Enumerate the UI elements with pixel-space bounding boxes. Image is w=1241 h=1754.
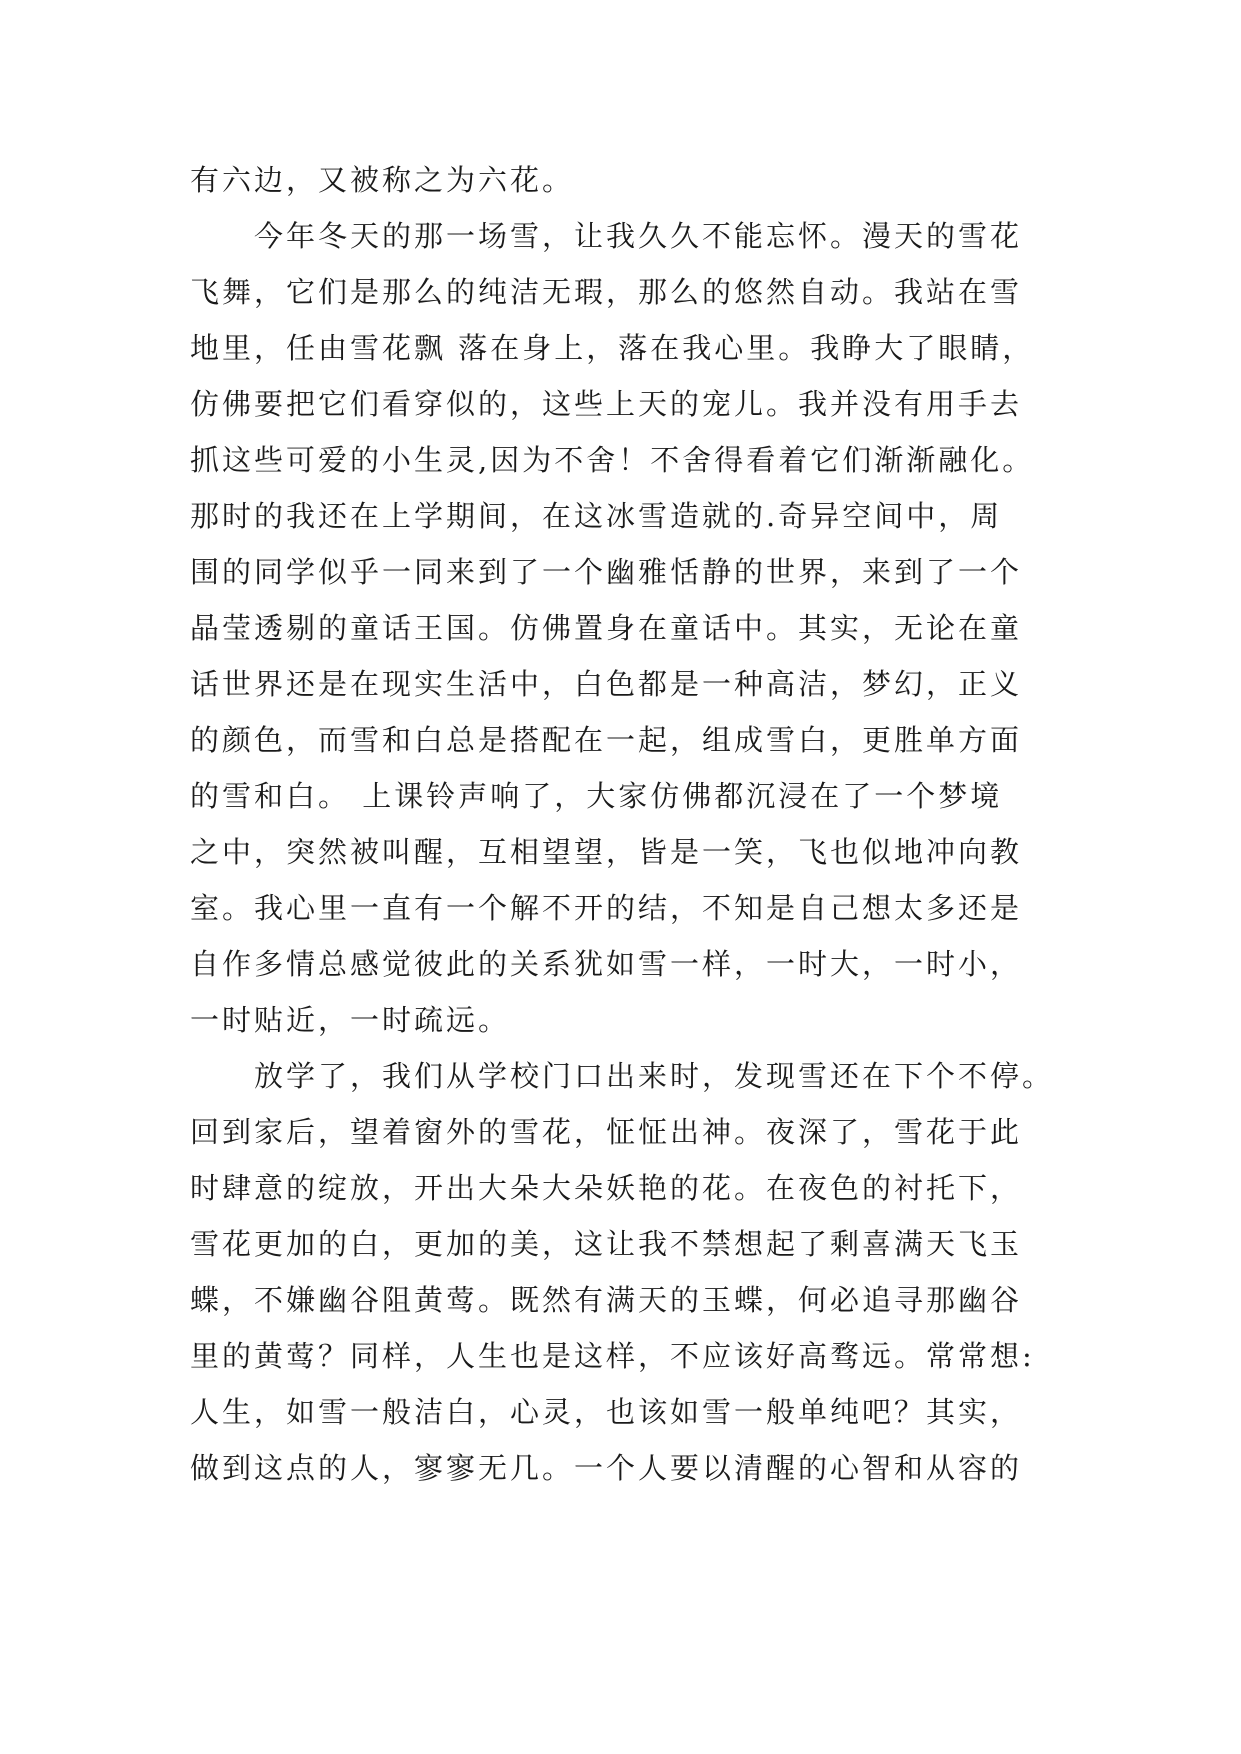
text-line: 一时贴近，一时疏远。	[190, 1003, 511, 1037]
text-line: 蝶，不嫌幽谷阻黄莺。既然有满天的玉蝶，何必追寻那幽谷	[190, 1283, 1023, 1317]
text-line: 自作多情总感觉彼此的关系犹如雪一样，一时大，一时小，	[190, 947, 1023, 981]
text-line: 雪花更加的白，更加的美，这让我不禁想起了剩喜满天飞玉	[190, 1227, 1023, 1261]
text-line: 围的同学似乎一同来到了一个幽雅恬静的世界，来到了一个	[190, 555, 1023, 589]
text-line: 回到家后，望着窗外的雪花，怔怔出神。夜深了，雪花于此	[190, 1115, 1023, 1149]
text-line: 抓这些可爱的小生灵,因为不舍！不舍得看着它们渐渐融化。	[190, 443, 1035, 477]
text-line: 人生，如雪一般洁白，心灵，也该如雪一般单纯吧？其实，	[190, 1395, 1023, 1429]
text-line: 之中，突然被叫醒，互相望望，皆是一笑，飞也似地冲向教	[190, 835, 1023, 869]
text-line: 那时的我还在上学期间，在这冰雪造就的.奇异空间中，周	[190, 499, 1003, 533]
text-line: 话世界还是在现实生活中，白色都是一种高洁，梦幻，正义	[190, 667, 1023, 701]
text-line: 时肆意的绽放，开出大朵大朵妖艳的花。在夜色的衬托下，	[190, 1171, 1023, 1205]
text-line: 的雪和白。 上课铃声响了，大家仿佛都沉浸在了一个梦境	[190, 779, 1003, 813]
text-line: 晶莹透剔的童话王国。仿佛置身在童话中。其实，无论在童	[190, 611, 1023, 645]
text-line: 有六边，又被称之为六花。	[190, 163, 575, 197]
text-line: 室。我心里一直有一个解不开的结，不知是自己想太多还是	[190, 891, 1023, 925]
text-line: 放学了，我们从学校门口出来时，发现雪还在下个不停。	[190, 1059, 1055, 1093]
text-line: 今年冬天的那一场雪，让我久久不能忘怀。漫天的雪花	[190, 219, 1023, 253]
text-line: 地里，任由雪花飘 落在身上，落在我心里。我睁大了眼睛，	[190, 331, 1035, 365]
text-line: 里的黄莺？同样，人生也是这样，不应该好高骛远。常常想:	[190, 1339, 1035, 1373]
text-line: 做到这点的人，寥寥无几。一个人要以清醒的心智和从容的	[190, 1451, 1023, 1485]
text-line: 仿佛要把它们看穿似的，这些上天的宠儿。我并没有用手去	[190, 387, 1023, 421]
text-line: 的颜色，而雪和白总是搭配在一起，组成雪白，更胜单方面	[190, 723, 1023, 757]
document-body	[190, 160, 1070, 1504]
text-line: 飞舞，它们是那么的纯洁无瑕，那么的悠然自动。我站在雪	[190, 275, 1023, 309]
